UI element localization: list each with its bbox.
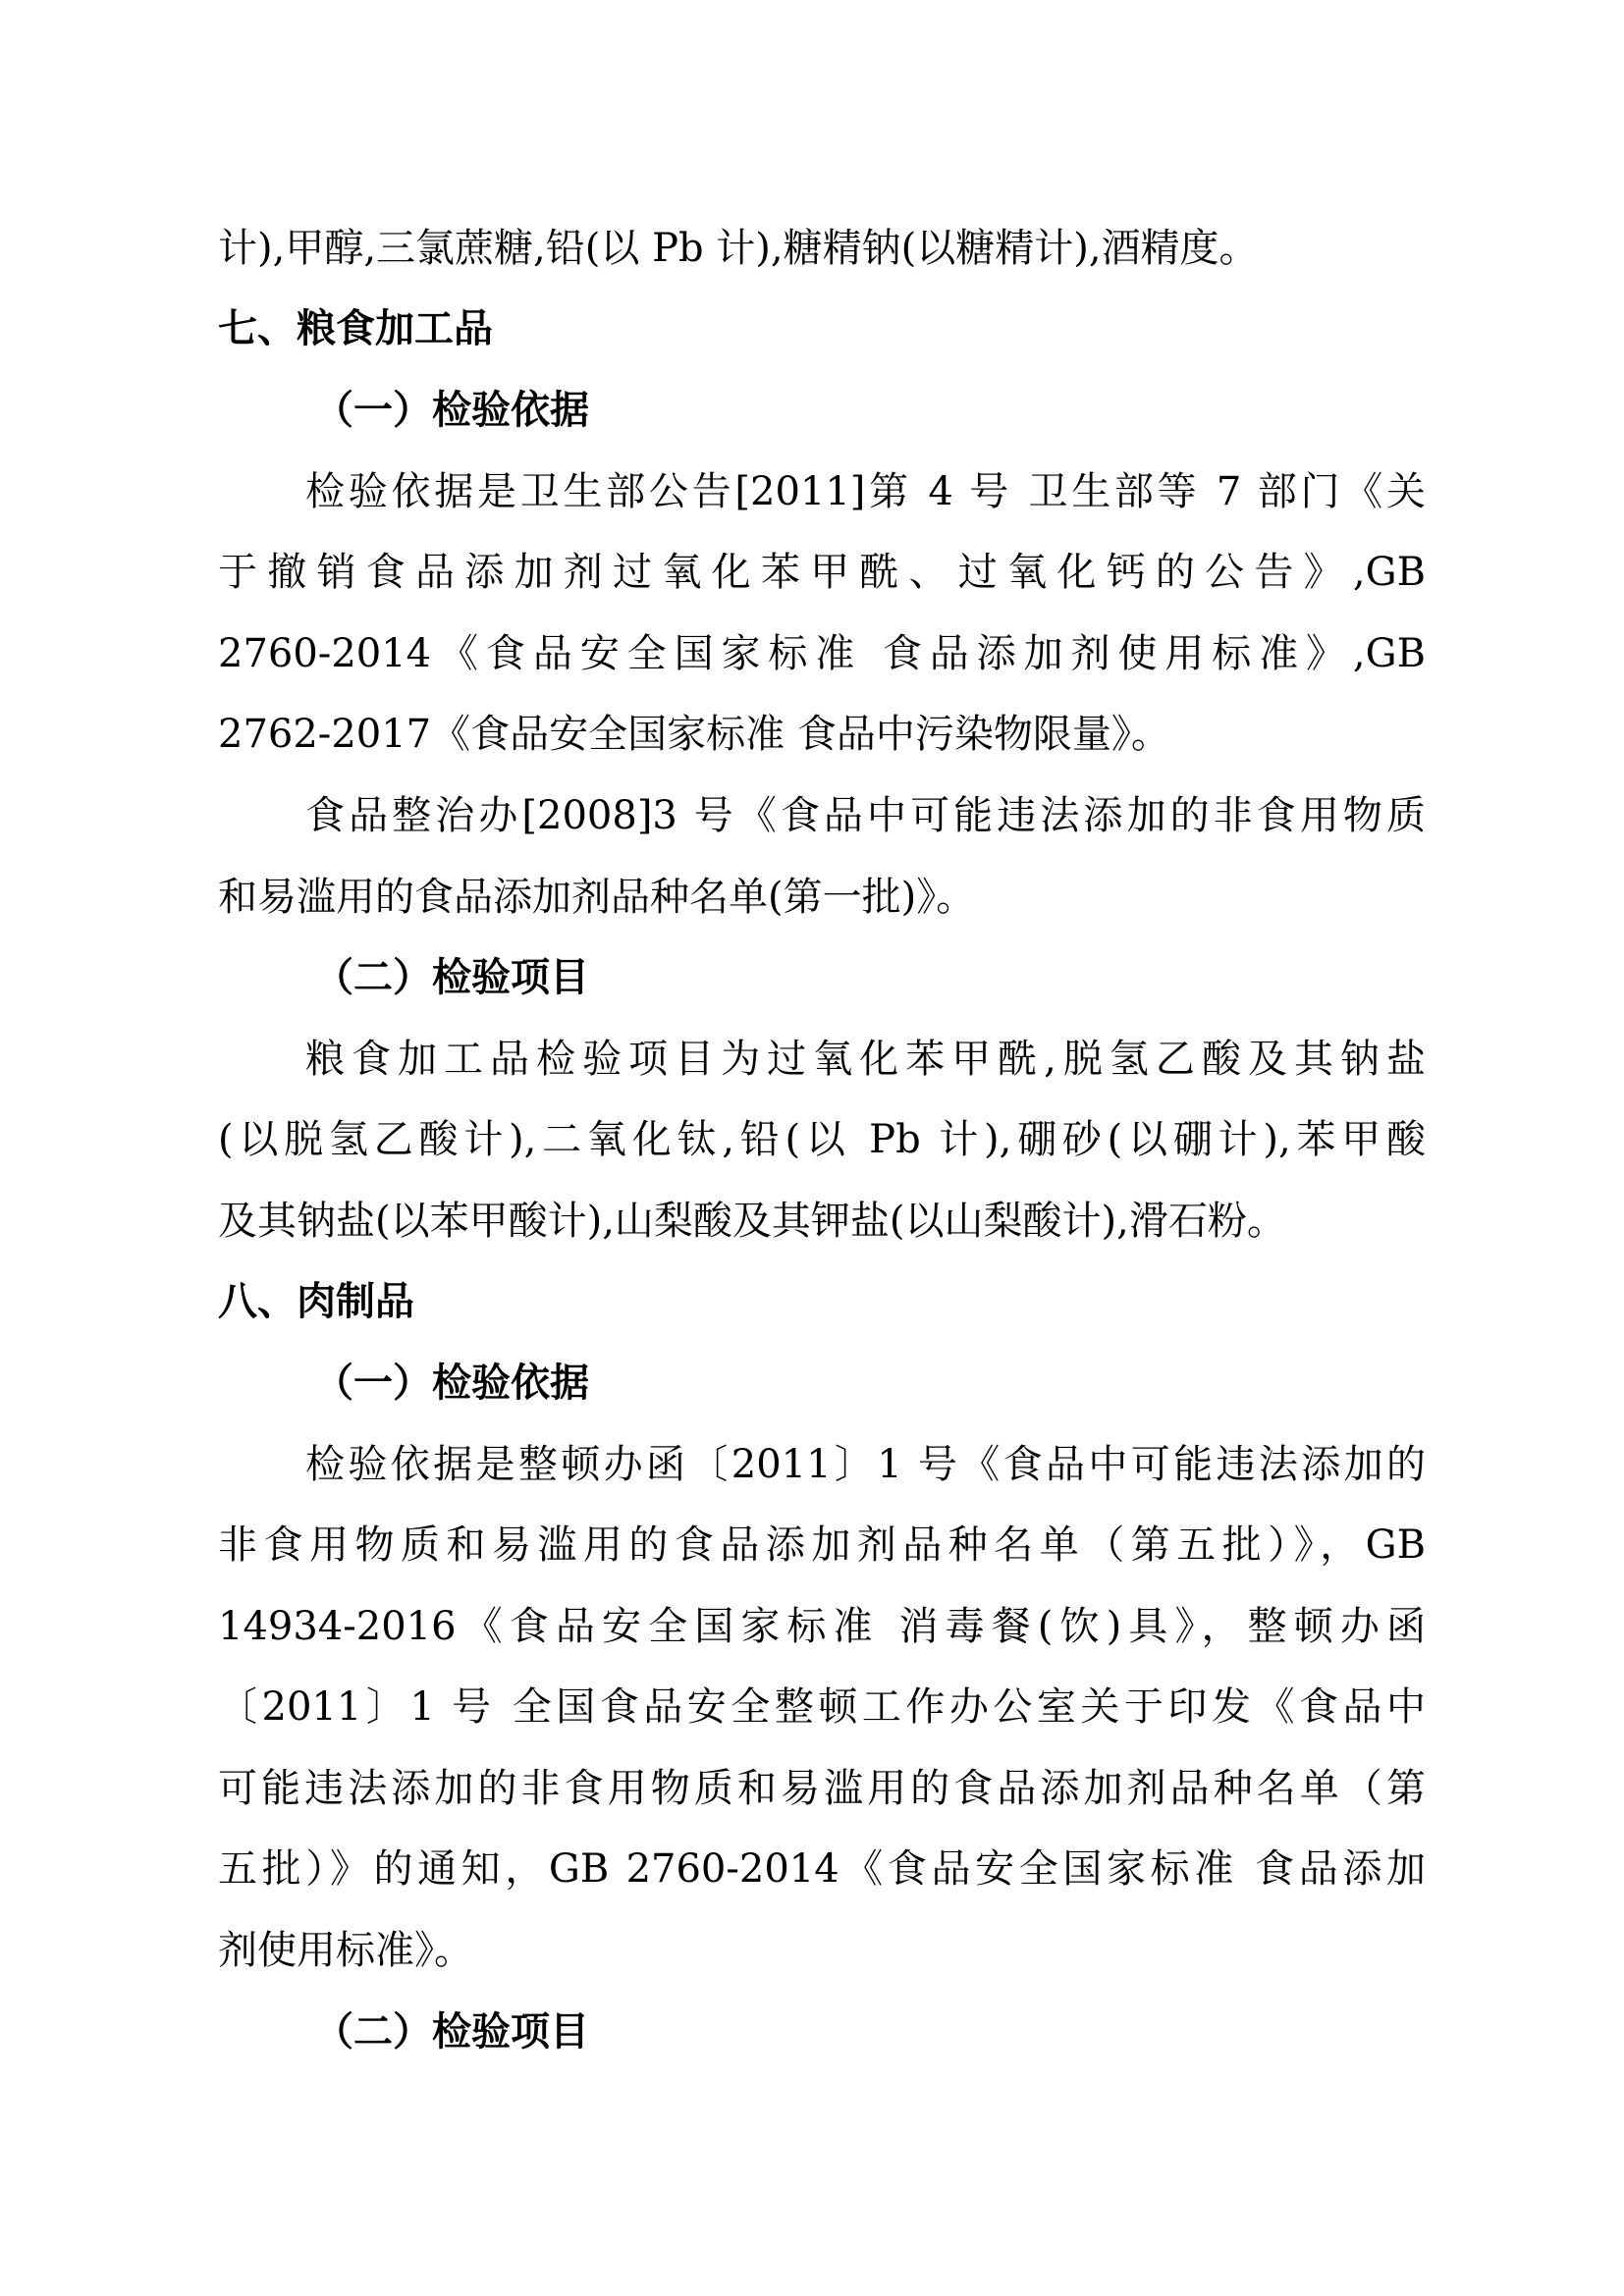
subheading-inspection-basis: （一）检验依据 bbox=[314, 388, 589, 433]
paragraph-line: 2760-2014《食品安全国家标准 食品添加剂使用标准》,GB bbox=[218, 631, 1426, 676]
paragraph-line: (以脱氢乙酸计),二氧化钛,铅(以 Pb 计),硼砂(以硼计),苯甲酸 bbox=[218, 1117, 1426, 1162]
paragraph-line: 2762-2017《食品安全国家标准 食品中污染物限量》。 bbox=[218, 712, 1170, 757]
paragraph-line: 于撤销食品添加剂过氧化苯甲酰、过氧化钙的公告》,GB bbox=[218, 550, 1426, 595]
subheading-inspection-items: （二）检验项目 bbox=[314, 955, 589, 1000]
paragraph-line: 五批）》的通知，GB 2760-2014《食品安全国家标准 食品添加 bbox=[218, 1846, 1426, 1892]
paragraph-line: 检验依据是卫生部公告[2011]第 4 号 卫生部等 7 部门《关 bbox=[305, 469, 1426, 514]
subheading-inspection-items: （二）检验项目 bbox=[314, 2009, 589, 2055]
paragraph-line: 〔2011〕1 号 全国食品安全整顿工作办公室关于印发《食品中 bbox=[218, 1684, 1426, 1730]
paragraph-line: 食品整治办[2008]3 号《食品中可能违法添加的非食用物质 bbox=[305, 793, 1426, 838]
section-heading-meat-products: 八、肉制品 bbox=[218, 1279, 414, 1324]
paragraph-line: 非食用物质和易滥用的食品添加剂品种名单（第五批）》，GB bbox=[218, 1522, 1426, 1568]
paragraph-line: 14934-2016《食品安全国家标准 消毒餐(饮)具》，整顿办函 bbox=[218, 1604, 1426, 1649]
paragraph-line: 及其钠盐(以苯甲酸计),山梨酸及其钾盐(以山梨酸计),滑石粉。 bbox=[218, 1199, 1286, 1244]
paragraph-line: 和易滥用的食品添加剂品种名单(第一批)》。 bbox=[218, 875, 976, 920]
section-heading-grain-products: 七、粮食加工品 bbox=[218, 306, 493, 351]
paragraph-line: 计),甲醇,三氯蔗糖,铅(以 Pb 计),糖精钠(以糖精计),酒精度。 bbox=[218, 226, 1259, 271]
paragraph-line: 剂使用标准》。 bbox=[218, 1928, 473, 1973]
paragraph-line: 粮食加工品检验项目为过氧化苯甲酰,脱氢乙酸及其钠盐 bbox=[305, 1037, 1426, 1082]
paragraph-line: 可能违法添加的非食用物质和易滥用的食品添加剂品种名单（第 bbox=[218, 1766, 1426, 1811]
subheading-inspection-basis: （一）检验依据 bbox=[314, 1361, 589, 1406]
paragraph-line: 检验依据是整顿办函〔2011〕1 号《食品中可能违法添加的 bbox=[305, 1442, 1426, 1487]
